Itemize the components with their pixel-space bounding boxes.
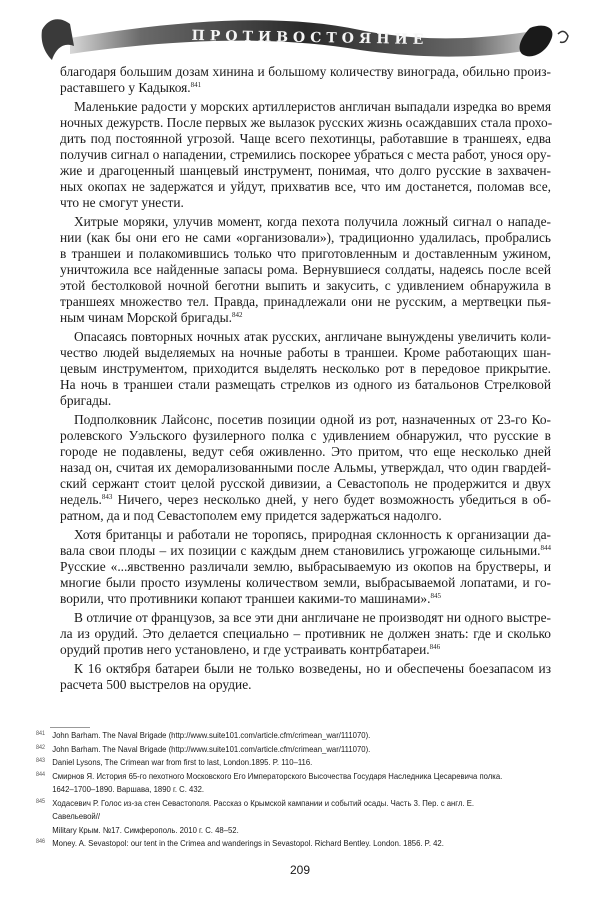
line-text: орудий против него установлено, и где устраивать контрбатареи. (60, 642, 430, 657)
line-text: Опасаясь повторных ночных атак русских, англичане вынуждены увеличить коли- (74, 329, 551, 344)
line-text: Русские «...явственно различали землю, выбрасываемую из окопов на брустверы, и (60, 559, 551, 574)
text-line (60, 310, 551, 326)
line-text: благодаря большим дозам хинина и большому количеству винограда, обильно произ- (60, 64, 551, 79)
line-text: недель. (60, 492, 102, 507)
footnote-text: Money. A. Sevastopol: our tent in the Crimea and wanderings in Sevastopol. Richard Bentley. London. 1856. P. 42. (52, 838, 444, 848)
text-line (60, 195, 551, 211)
footnote (36, 743, 522, 757)
line-text: бригады. (60, 393, 112, 408)
text-line (60, 575, 551, 591)
text-line (60, 64, 551, 80)
footnote (36, 756, 522, 770)
line-text: нии (как бы они его не сами «организовали»), традиционно удалилась, пробрались (60, 230, 551, 245)
chapter-banner (30, 8, 575, 68)
footnote (36, 770, 522, 797)
text-line (60, 412, 551, 428)
paragraph (60, 64, 551, 96)
line-text: Маленькие радости у морских артиллеристов англичан выпадали изредка во время (74, 99, 551, 114)
paragraph (60, 329, 551, 409)
footnote (36, 837, 522, 851)
footnote-number: 846 (36, 839, 46, 845)
text-line (60, 527, 551, 543)
footnote-ref: 841 (190, 81, 202, 89)
line-text: траншеях множество тел. Правда, принадлежали они не русским, а мертвецки пья- (60, 294, 551, 309)
text-line (60, 393, 551, 409)
text-line (60, 661, 551, 677)
text-line (60, 460, 551, 476)
footnote-ref: 843 (101, 493, 113, 501)
footnote-number: 841 (36, 731, 46, 737)
footnote-text: Ходасевич Р. Голос из-за стен Севастополя. Рассказ о Крымской кампании и событий осады. Часть 3. Пер. с англ. Е. Савельевой// (52, 797, 475, 821)
line-text: получив сигнал о нападении, стремились поскорее убраться с места работ, унося ору- (60, 147, 551, 162)
line-text: раставшего у Кадыкоя. (60, 80, 191, 95)
text-line (60, 99, 551, 115)
line-text: цевым инструментом, приходится выделять несколько рот в передовое прикрытие. (60, 361, 551, 376)
line-text: ным чинам Морской бригады. (60, 310, 233, 325)
footnote (36, 797, 522, 838)
text-line (60, 428, 551, 444)
line-text: ночных дежурств. После первых же вылазок русских жизнь осаждавших стала прохо- (60, 115, 553, 130)
text-line (60, 80, 551, 96)
footnote-text: Смирнов Я. История 65-го пехотного Московского Его Императорского Высочества Государя Наследника Цесаревича полка. (52, 770, 503, 781)
footnote-ref: 845 (430, 592, 441, 600)
paragraph (60, 610, 551, 658)
line-text: Хотя британцы и работали не торопясь, природная склонность к организации да- (74, 527, 551, 542)
footnote-text: John Barham. The Naval Brigade (http://www.suite101.com/article.cfm/crimean_war/111070). (52, 743, 371, 754)
main-text (60, 64, 551, 696)
line-text: в траншеи и полакомившись только что приготовленным и доставленным ужином, (60, 246, 551, 261)
line-text: жие и драгоценный шанцевый инструмент, понимая, что долго русские в захвачен- (60, 163, 551, 178)
text-line (60, 246, 551, 262)
line-text: что не смогут унести. (60, 195, 184, 210)
line-text: городе не подавлены, ведут себя оживленно. Это притом, что еще несколько дней (60, 444, 551, 459)
footnote-text: John Barham. The Naval Brigade (http://www.suite101.com/article.cfm/crimean_war/111070). (52, 730, 371, 740)
text-line (60, 294, 551, 310)
text-line (60, 361, 551, 377)
text-line (60, 115, 551, 131)
line-text: ролевского Уэльского фузилерного полка с удивлением обнаружил, что русские в (60, 428, 551, 443)
footnote-ref: 844 (540, 544, 551, 552)
line-text: дить под постоянной угрозой. Чаще всего пехотинцы, работавшие в траншеях, едва (60, 131, 551, 146)
footnote-number: 843 (36, 758, 46, 764)
footnote-number: 844 (36, 771, 46, 778)
text-line (60, 131, 551, 147)
footnote-number: 845 (36, 798, 46, 805)
text-line (60, 179, 551, 195)
line-text: На ночь в траншеи стали размещать стрелков из одного из батальонов Стрелковой (60, 377, 551, 392)
text-line (60, 508, 551, 524)
text-line (60, 163, 551, 179)
line-text: В отличие от французов, за все эти дни англичане не производят ни одного выстре- (74, 610, 551, 625)
footnote-text: Military Крым. №17. Симферополь. 2010 г. С. 48–52. (52, 824, 239, 835)
footnote-divider (50, 727, 90, 728)
text-line (60, 377, 551, 393)
line-text: ский сержант стоит целой русской дивизии, а Севастополь не продержится и двух (60, 476, 551, 491)
line-text: этой бестолковой ночной беготни выпить и закусить, с удивлением обнаружила в (60, 278, 551, 293)
line-text: Ничего, через несколько дней, у него будет возможность убедиться в об- (112, 492, 551, 507)
line-text: ратном, да и под Севастополем ему придется задержаться надолго. (60, 508, 442, 523)
paragraph (60, 99, 551, 211)
line-text: ла из орудий. Это делается специально – противник не должен знать: где и сколько (60, 626, 551, 641)
line-text: многие были просто изумлены количеством земли, выбрасываемой лопатами, и го- (60, 575, 551, 590)
text-line (60, 642, 551, 658)
footnote-ref: 842 (232, 311, 243, 319)
line-text: Подполковник Лайсонс, посетив позиции одной из рот, назначенных от 23-го Ко- (74, 412, 551, 427)
text-line (60, 677, 551, 693)
text-line (60, 444, 551, 460)
text-line (60, 329, 551, 345)
paragraph (60, 412, 551, 524)
text-line (60, 610, 551, 626)
text-line (60, 345, 551, 361)
line-text: Хитрые моряки, улучив момент, когда пехота получила ложный сигнал о нападе- (74, 214, 551, 229)
paragraph (60, 214, 551, 326)
line-text: чество людей выделяемых на ночные работы в траншеи. Кроме работающих шан- (60, 345, 551, 360)
text-line (60, 626, 551, 642)
text-line (60, 214, 551, 230)
text-line (60, 492, 551, 508)
chapter-title: ПРОТИВОСТОЯНИЕ (191, 27, 429, 49)
line-text: расчета 500 выстрелов на орудие. (60, 677, 252, 692)
page-number: 209 (289, 863, 311, 877)
line-text: вала свои плоды – их позиции с каждым днем становились угрожающе сильными. (60, 543, 541, 558)
footnotes (36, 729, 522, 851)
line-text: назад он, считая их деморализованными после Альмы, утверждал, что один гвардей- (60, 460, 551, 475)
line-text: ворили, что противники копают траншеи какими-то машинами». (60, 591, 431, 606)
text-line (60, 476, 551, 492)
footnote-ref: 846 (429, 643, 441, 651)
line-text: К 16 октября батареи были не только возведены, но и обеспечены боезапасом из (74, 661, 551, 676)
footnote (36, 729, 522, 743)
footnote-text: Daniel Lysons, The Crimean war from first to last, London.1895. P. 110–116. (52, 757, 313, 767)
footnote-text: 1642–1700–1890. Варшава, 1890 г. С. 432. (52, 784, 205, 794)
line-text: уничтожила все найденные запасы рома. Вернувшиеся солдаты, надеясь после всей (60, 262, 551, 277)
text-line (60, 591, 551, 607)
text-line (60, 147, 551, 163)
footnote-number: 842 (36, 744, 46, 751)
line-text: ных окопах не задержатся и уйдут, прихватив все, что им достанется, поломав все, (60, 179, 551, 194)
text-line (60, 262, 551, 278)
text-line (60, 278, 551, 294)
text-line (60, 543, 551, 559)
text-line (60, 559, 551, 575)
paragraph (60, 527, 551, 607)
text-line (60, 230, 551, 246)
paragraph (60, 661, 551, 693)
